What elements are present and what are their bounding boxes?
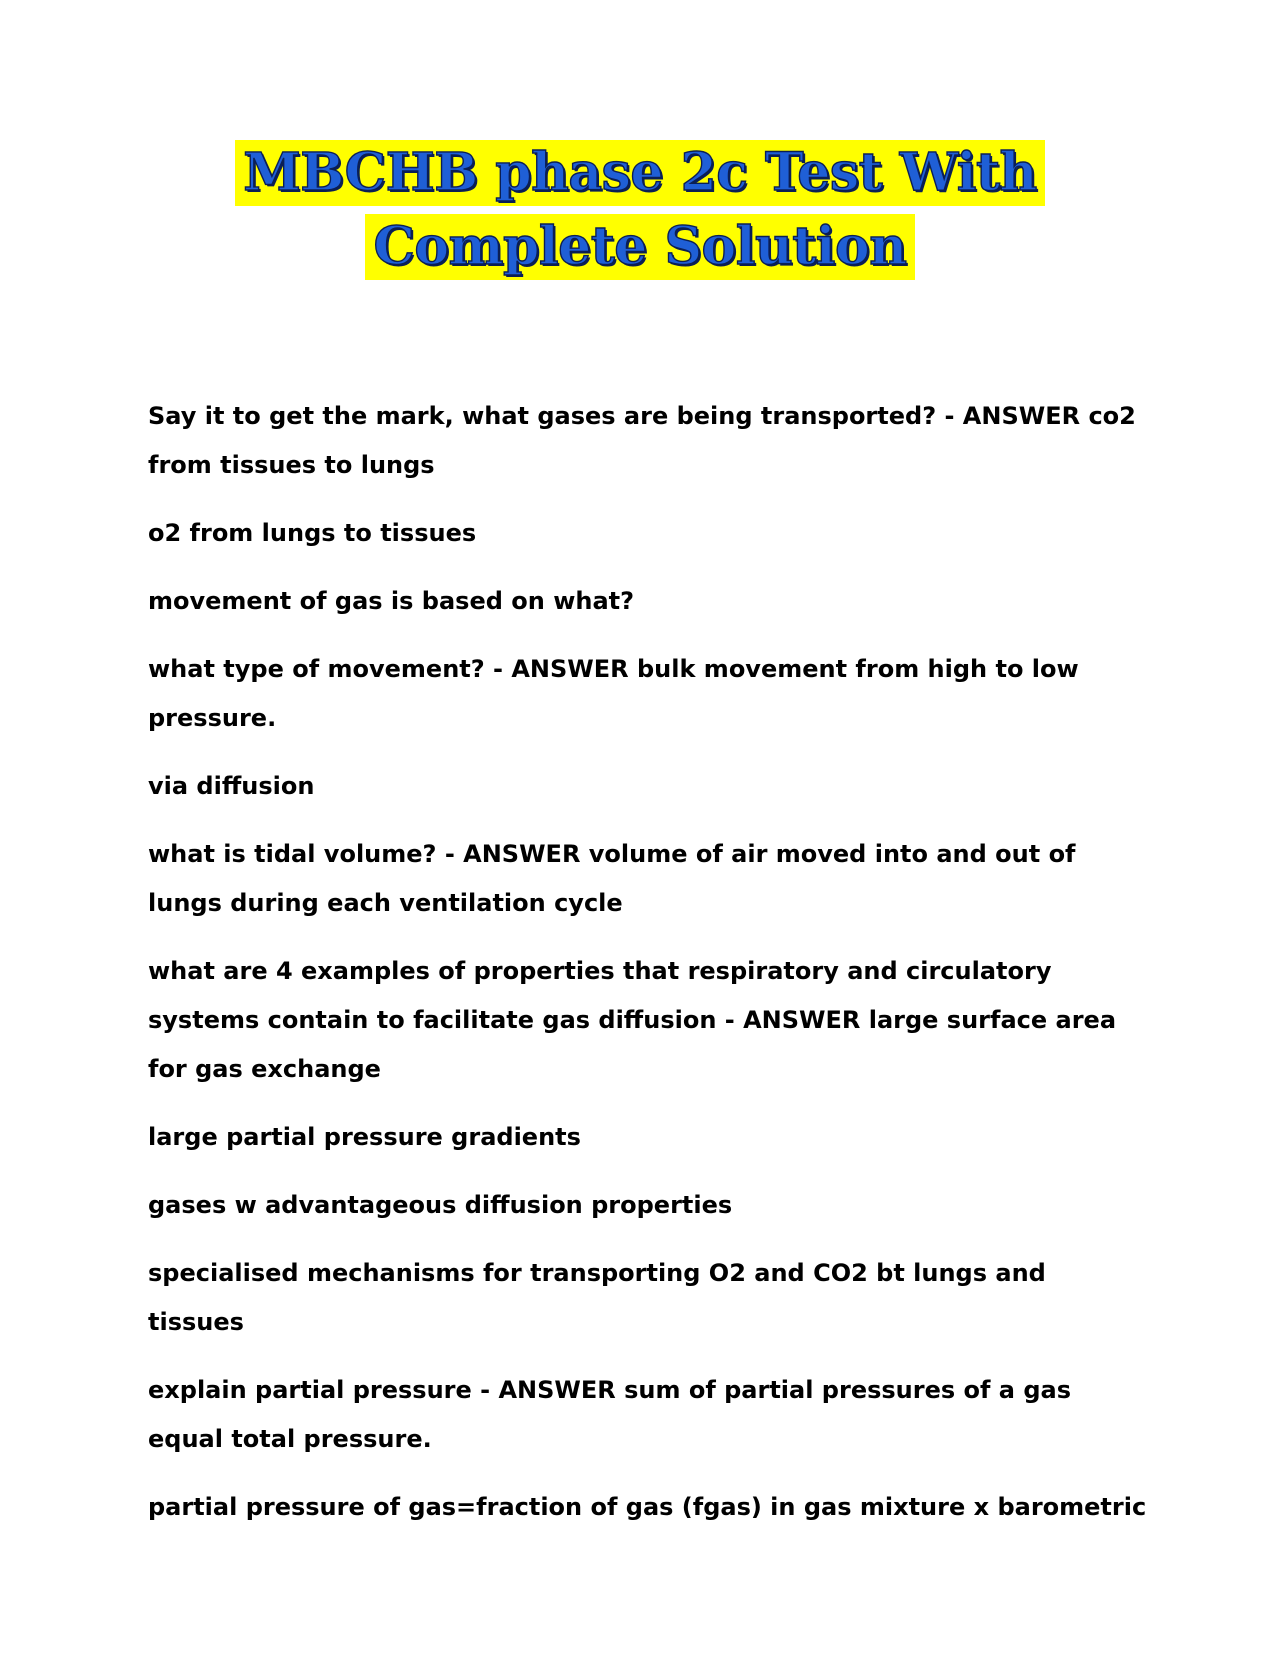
document-body: [148, 392, 1148, 1551]
paragraph-9: gases w advantageous diffusion properties: [148, 1191, 733, 1219]
paragraph-10: specialised mechanisms for transporting O2 and CO2 bt lungs and tissues: [148, 1259, 1046, 1336]
paragraph-6: what is tidal volume? - ANSWER volume of air moved into and out of lungs during each ventilation cycle: [148, 840, 1076, 917]
paragraph-12: partial pressure of gas=fraction of gas (fgas) in gas mixture x barometric: [148, 1493, 1147, 1521]
paragraph-5: via diffusion: [148, 772, 315, 800]
paragraph-8: large partial pressure gradients: [148, 1123, 581, 1151]
paragraph-7: what are 4 examples of properties that respiratory and circulatory systems contain to facilitate gas diffusion - ANSWER large surface area for gas exchange: [148, 957, 1117, 1083]
title-line-2: Complete Solution: [365, 214, 914, 280]
document-title: [0, 140, 1280, 280]
paragraph-1: Say it to get the mark, what gases are being transported? - ANSWER co2 from tissues to lungs: [148, 402, 1136, 479]
title-line-1: MBCHB phase 2c Test With: [235, 140, 1045, 206]
paragraph-11: explain partial pressure - ANSWER sum of partial pressures of a gas equal total pressure.: [148, 1376, 1072, 1453]
paragraph-4: what type of movement? - ANSWER bulk movement from high to low pressure.: [148, 655, 1079, 732]
paragraph-2: o2 from lungs to tissues: [148, 519, 477, 547]
paragraph-3: movement of gas is based on what?: [148, 587, 635, 615]
